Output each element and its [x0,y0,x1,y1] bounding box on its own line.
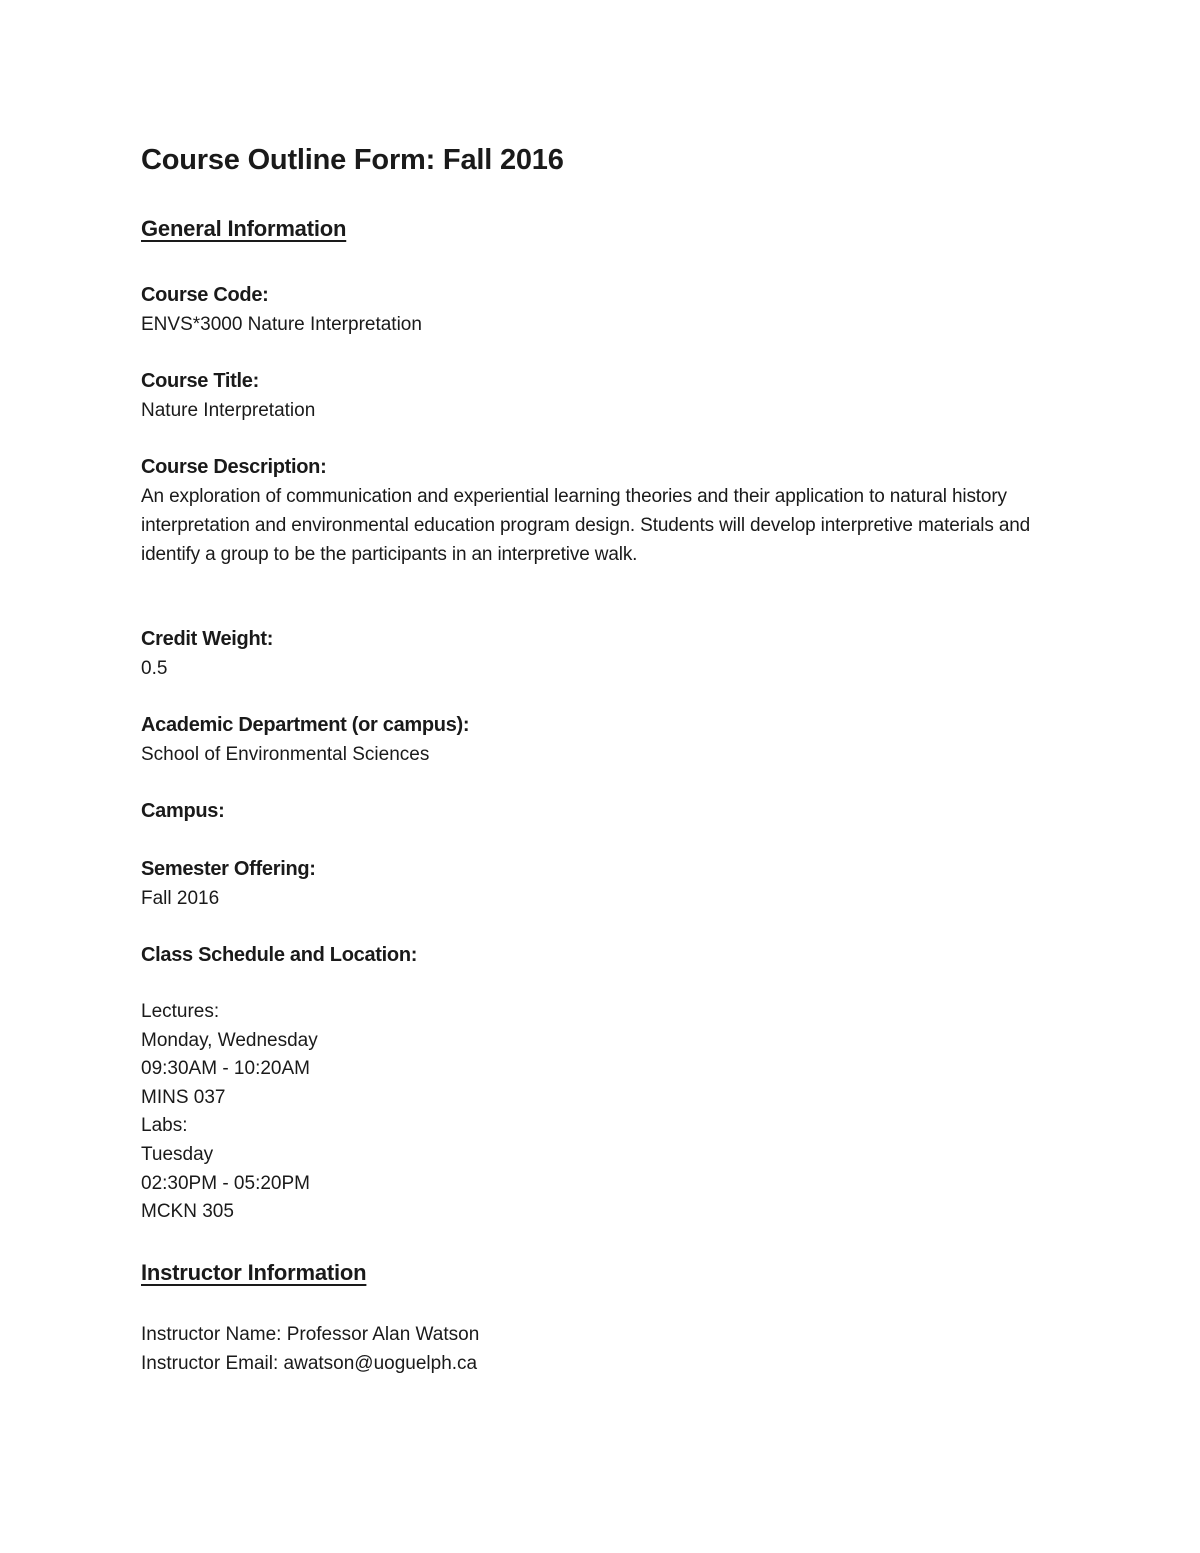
schedule-line: Tuesday [141,1143,214,1165]
credit-weight-label: Credit Weight: [141,628,274,650]
schedule-line: 09:30AM - 10:20AM [141,1058,310,1080]
credit-weight-value: 0.5 [141,658,168,679]
schedule-line: 02:30PM - 05:20PM [141,1172,310,1194]
schedule-line: Labs: [141,1115,188,1137]
schedule-line: Monday, Wednesday [141,1029,318,1051]
course-code-value: ENVS*3000 Nature Interpretation [141,314,422,335]
course-description-value: An exploration of communication and experiential learning theories and their application to natural history interpretation and environmental education program design. Students will develop interpretive materials and identify a group to be the participants in an interpretive walk. [141,486,1031,565]
document-title: Course Outline Form: Fall 2016 [141,144,564,176]
course-description-label: Course Description: [141,456,327,478]
course-title-label: Course Title: [141,370,259,392]
instructor-email: Instructor Email: awatson@uoguelph.ca [141,1353,478,1374]
class-schedule-label: Class Schedule and Location: [141,944,418,966]
course-title-value: Nature Interpretation [141,400,316,421]
instructor-name: Instructor Name: Professor Alan Watson [141,1324,480,1345]
general-information-heading: General Information [141,216,347,241]
semester-offering-value: Fall 2016 [141,888,220,909]
schedule-line: Lectures: [141,1001,220,1022]
course-code-label: Course Code: [141,284,269,306]
academic-department-value: School of Environmental Sciences [141,744,430,765]
academic-department-label: Academic Department (or campus): [141,714,470,736]
campus-label: Campus: [141,800,225,822]
schedule-line: MINS 037 [141,1086,226,1108]
schedule-line: MCKN 305 [141,1201,234,1223]
semester-offering-label: Semester Offering: [141,858,316,880]
class-schedule-block [141,998,318,1227]
instructor-information-heading: Instructor Information [141,1260,367,1285]
